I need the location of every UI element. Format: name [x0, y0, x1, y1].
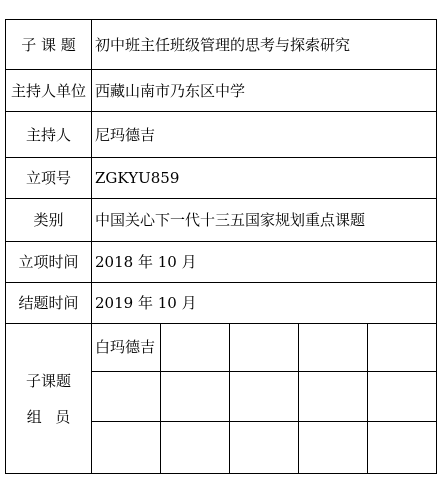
member-cell: 白玛德吉	[92, 324, 161, 372]
member-cell	[230, 372, 299, 422]
member-cell	[161, 372, 230, 422]
approval-date-value: 2018 年 10 月	[92, 242, 437, 283]
member-cell	[230, 422, 299, 474]
host-unit-label: 主持人单位	[6, 70, 92, 112]
completion-date-label: 结题时间	[6, 283, 92, 324]
members-label-line1: 子课题	[25, 371, 71, 390]
row-project-number	[6, 158, 437, 199]
subtopic-label: 子 课 题	[6, 20, 92, 70]
member-cell	[368, 422, 437, 474]
subtopic-value: 初中班主任班级管理的思考与探索研究	[92, 20, 437, 70]
approval-date-label: 立项时间	[6, 242, 92, 283]
member-cell	[161, 324, 230, 372]
member-cell	[299, 324, 368, 372]
project-number-label: 立项号	[6, 158, 92, 199]
member-cell	[92, 422, 161, 474]
host-value: 尼玛德吉	[92, 112, 437, 158]
completion-date-value: 2019 年 10 月	[92, 283, 437, 324]
category-label: 类别	[6, 199, 92, 242]
member-cell	[299, 372, 368, 422]
row-host-unit	[6, 70, 437, 112]
project-info-table	[5, 19, 437, 474]
member-cell	[368, 372, 437, 422]
project-number-value: ZGKYU859	[92, 158, 437, 199]
row-completion-date	[6, 283, 437, 324]
members-label-line2: 组员	[26, 407, 84, 426]
member-cell	[230, 324, 299, 372]
row-category	[6, 199, 437, 242]
row-approval-date	[6, 242, 437, 283]
host-unit-value: 西藏山南市乃东区中学	[92, 70, 437, 112]
member-cell	[161, 422, 230, 474]
row-subtopic	[6, 20, 437, 70]
members-row-1	[6, 324, 437, 372]
row-host	[6, 112, 437, 158]
members-label	[6, 324, 92, 474]
category-value: 中国关心下一代十三五国家规划重点课题	[92, 199, 437, 242]
host-label: 主持人	[6, 112, 92, 158]
member-cell	[92, 372, 161, 422]
member-cell	[299, 422, 368, 474]
member-cell	[368, 324, 437, 372]
